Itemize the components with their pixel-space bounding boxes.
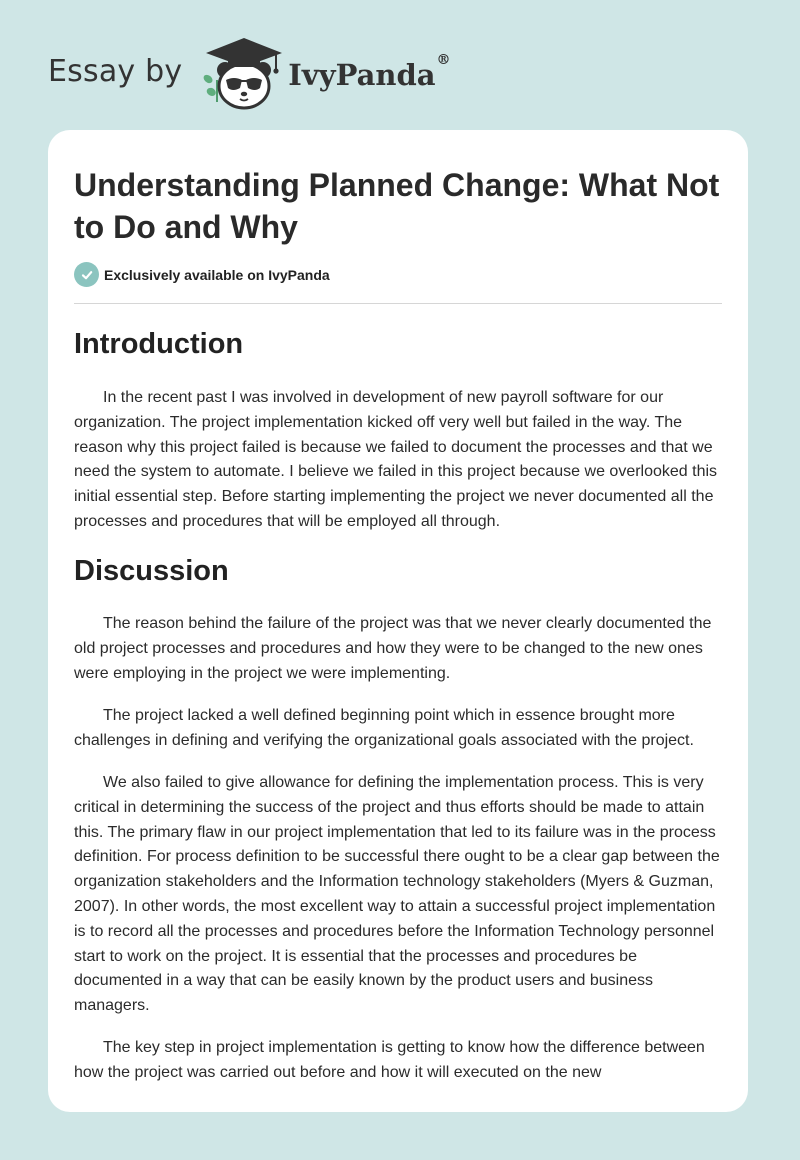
check-circle-icon <box>74 262 99 287</box>
page-title: Understanding Planned Change: What Not to Do and Why <box>74 167 720 245</box>
paragraph: In the recent past I was involved in development of new payroll software for our organization. The project implementation kicked off very well but failed in the way. The reason why this project failed is because we failed to document the processes and that we need the system to automate. I believe we failed in this project because we overlooked this initial essential step. Before starting implementing the project we never documented all the processes and procedures that will be employed all through. <box>74 389 718 530</box>
paragraph: We also failed to give allowance for defining the implementation process. This is very critical in determining the success of the project and thus efforts should be made to attain this. The primary flaw in our project implementation that led to its failure was in the process definition. For process definition to be successful there ought to be a clear gap between the organization stakeholders and the Information technology stakeholders (Myers & Guzman, 2007). In other words, the most excellent way to attain a successful project implementation is to record all the processes and procedures before the Information Technology personnel start to work on the project. It is essential that the processes and procedures be documented in a way that can be easily known by the product users and business managers. <box>74 774 720 1015</box>
brand-name-text: IvyPanda <box>288 58 436 92</box>
essay-card <box>48 130 748 1112</box>
section-heading-discussion: Discussion <box>74 555 229 587</box>
section-heading-introduction: Introduction <box>74 328 244 360</box>
registered-mark: ® <box>436 52 451 68</box>
paragraph: The project lacked a well defined beginning point which in essence brought more challenges in defining and verifying the organizational goals associated with the project. <box>74 707 694 749</box>
exclusive-badge-label: Exclusively available on IvyPanda <box>104 266 330 283</box>
paragraph: The key step in project implementation is getting to know how the difference between how the project was carried out before and how it will executed on the new <box>74 1039 705 1081</box>
paragraph: The reason behind the failure of the project was that we never clearly documented the old project processes and procedures and how they were to be changed to the new ones were employing in the project we were implementing. <box>74 615 712 682</box>
exclusive-badge <box>74 262 330 287</box>
brand-prefix: Essay by <box>48 53 183 89</box>
brand-name <box>288 52 451 92</box>
panda-graduate-icon <box>196 36 292 112</box>
title-divider <box>74 303 722 304</box>
brand-header <box>48 36 451 112</box>
